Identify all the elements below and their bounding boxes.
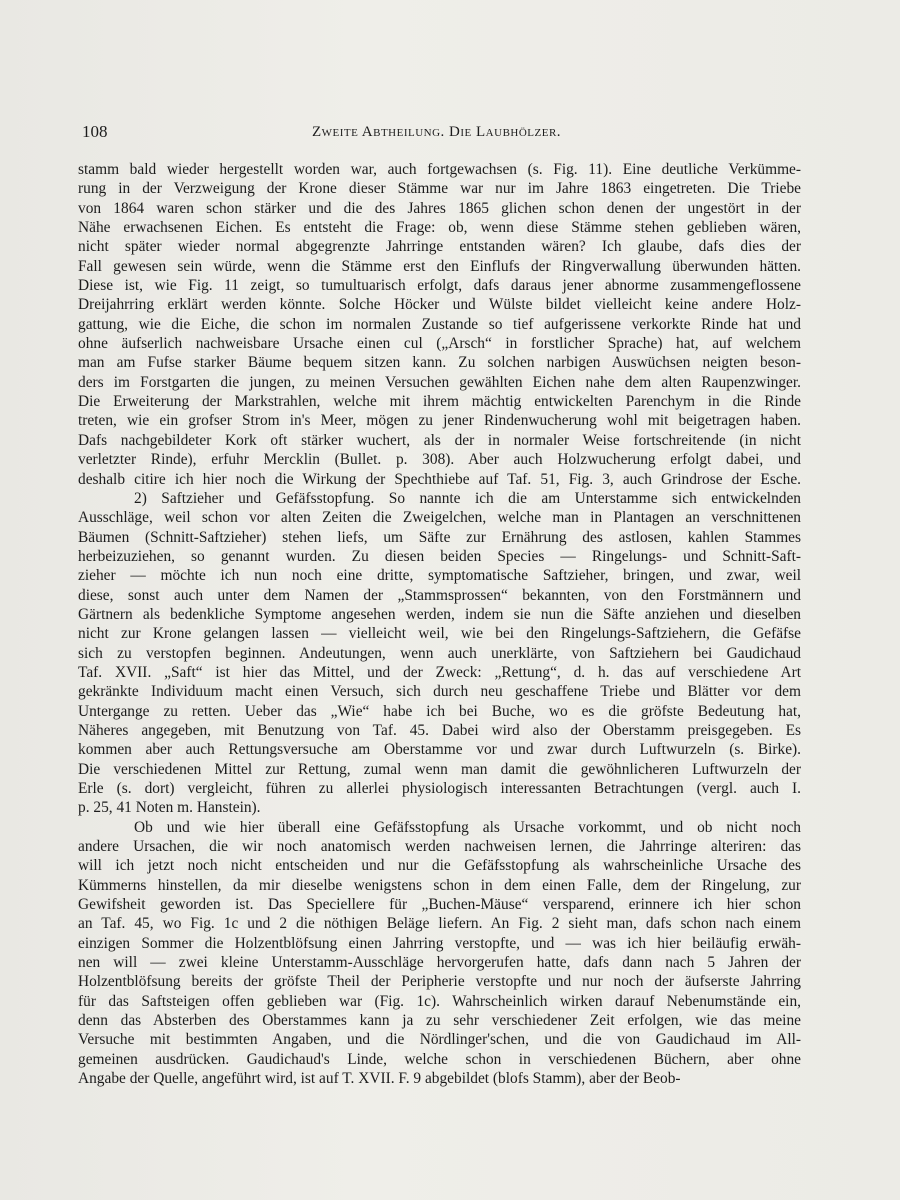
text-line: man am Fufse starker Bäume bequem sitzen kann. Zu solchen narbigen Auswüchsen neigten beson-: [78, 354, 801, 372]
text-line: gattung, wie die Eiche, die schon im normalen Zustande so tief aufgerissene verkorkte Rinde hat und: [78, 315, 801, 333]
text-line: gemeinen ausdrücken. Gaudichaud's Linde, welche schon in verschiedenen Büchern, aber ohne: [78, 1050, 801, 1068]
text-line: Kümmerns hinstellen, da mir dieselbe wenigstens schon in dem einen Falle, dem der Ringelung, zur: [78, 876, 801, 894]
body-text: [78, 160, 801, 1089]
text-line: treten, wie ein grofser Strom in's Meer, mögen zu jener Rindenwucherung wohl mit beigetragen haben.: [78, 412, 801, 430]
text-line: zieher — möchte ich nun noch eine dritte, symptomatische Saftzieher, bringen, und zwar, weil: [78, 567, 801, 585]
text-line: Holzentblöfsung bereits der gröfste Theil der Peripherie verstopfte und nur noch der äufserste Jahrring: [78, 973, 801, 991]
text-line: gekränkte Individuum macht einen Versuch, sich durch neu geschaffene Triebe und Blätter vor dem: [78, 683, 801, 701]
text-line: Bäumen (Schnitt-Saftzieher) stehen liefs, um Säfte zur Ernährung des astlosen, kahlen Stammes: [78, 528, 801, 546]
text-line: 2) Saftzieher und Gefäfsstopfung. So nannte ich die am Unterstamme sich entwickelnden: [134, 489, 801, 507]
text-line: denn das Absterben des Oberstammes kann ja zu sehr verschiedener Zeit erfolgen, wie das meine: [78, 1012, 801, 1030]
text-line: Dreijahrring erklärt werden könnte. Solche Höcker und Wülste bildet vielleicht keine andere Holz-: [78, 296, 801, 314]
text-line: Die Erweiterung der Markstrahlen, welche mit ihrem mächtig entwickelten Parenchym in die Rinde: [78, 393, 801, 411]
text-line: Die verschiedenen Mittel zur Rettung, zumal wenn man damit die gewöhnlicheren Luftwurzeln der: [78, 760, 801, 778]
text-line: Gärtnern als bedenkliche Symptome angesehen werden, indem sie nun die Säfte anziehen und dieselben: [78, 605, 801, 623]
text-line: will ich jetzt noch nicht entscheiden und nur die Gefäfsstopfung als wahrscheinliche Ursache des: [78, 857, 801, 875]
text-line: stamm bald wieder hergestellt worden war, auch fortgewachsen (s. Fig. 11). Eine deutliche Verkümme-: [78, 161, 801, 178]
text-line: sich zu verstopfen beginnen. Andeutungen, wenn auch unerklärte, von Saftziehern bei Gaudichaud: [78, 644, 801, 662]
text-line: einzigen Sommer die Holzentblöfsung einen Jahrring verstopfte, und — was ich hier beiläufig erwäh-: [78, 934, 801, 952]
running-head: Zweite Abtheilung. Die Laubhölzer.: [312, 124, 562, 140]
text-line: kommen aber auch Rettungsversuche am Oberstamme vor und zwar durch Luftwurzeln (s. Birke).: [78, 741, 801, 759]
text-line: Ob und wie hier überall eine Gefäfsstopfung als Ursache vorkommt, und ob nicht noch: [134, 818, 801, 836]
text-line: p. 25, 41 Noten m. Hanstein).: [78, 799, 261, 817]
text-line: für das Saftsteigen offen geblieben war (Fig. 1c). Wahrscheinlich wirken darauf Nebenumstände ein,: [78, 992, 801, 1010]
text-line: verletzter Rinde), erfuhr Mercklin (Bullet. p. 308). Aber auch Holzwucherung erfolgt dabei, und: [78, 451, 801, 469]
text-line: Dafs nachgebildeter Kork oft stärker wuchert, als der in normaler Weise fortschreitende (in nicht: [78, 431, 801, 449]
text-line: diese, sonst auch unter dem Namen der „Stammsprossen“ bekannten, von den Forstmännern und: [78, 586, 801, 604]
text-line: nen will — zwei kleine Unterstamm-Ausschläge hervorgerufen hatte, dafs dann nach 5 Jahren der: [78, 954, 801, 972]
text-line: andere Ursachen, die wir noch anatomisch werden nachweisen lernen, die Jahrringe alteriren: das: [78, 838, 801, 856]
text-line: Taf. XVII. „Saft“ ist hier das Mittel, und der Zweck: „Rettung“, d. h. das auf verschiedene Art: [78, 663, 801, 681]
text-line: ders im Forstgarten die jungen, zu meinen Versuchen gewählten Eichen nahe dem alten Raupenzwinger.: [78, 373, 801, 391]
text-line: Fall gewesen sein würde, wenn die Stämme erst den Einflufs der Ringverwallung überwunden hätten.: [78, 257, 801, 275]
text-line: Erle (s. dort) vergleicht, führen zu allerlei physiologisch interessanten Betrachtungen (vergl. auch I.: [78, 780, 801, 797]
text-line: Versuche mit bestimmten Angaben, und die Nördlinger'schen, und die von Gaudichaud im All-: [78, 1031, 801, 1049]
text-line: Ausschläge, weil schon vor alten Zeiten die Zweigelchen, welche man in Plantagen an verschnittenen: [78, 509, 801, 527]
text-line: Untergange zu retten. Ueber das „Wie“ habe ich bei Buche, wo es die gröfste Bedeutung hat,: [78, 702, 801, 720]
text-line: ohne äufserlich nachweisbare Ursache einen cul („Arsch“ in forstlicher Sprache) hat, auf welchem: [78, 335, 801, 353]
text-line: nicht zur Krone gelangen lassen — vielleicht weil, wie bei den Ringelungs-Saftziehern, die Gefäfse: [78, 625, 801, 643]
text-line: herbeizuziehen, so genannt wurden. Zu diesen beiden Species — Ringelungs- und Schnitt-Saft-: [78, 547, 801, 565]
page-number: 108: [82, 122, 108, 141]
text-line: deshalb citire ich hier noch die Wirkung der Spechthiebe auf Taf. 51, Fig. 3, auch Grindrose der Esche.: [78, 470, 801, 488]
text-line: an Taf. 45, wo Fig. 1c und 2 die nöthigen Beläge liefern. An Fig. 2 sieht man, dafs schon nach einem: [78, 915, 801, 933]
text-line: rung in der Verzweigung der Krone dieser Stämme war nur im Jahre 1863 eingetreten. Die Triebe: [78, 180, 801, 198]
text-line: von 1864 waren schon stärker und die des Jahres 1865 glichen schon denen der ungestört in der: [78, 199, 801, 217]
text-line: Diese ist, wie Fig. 11 zeigt, so tumultuarisch erfolgt, dafs daraus jener abnorme zusammengeflossene: [78, 277, 801, 295]
text-line: nicht später wieder normal abgegrenzte Jahrringe entstanden wären? Ich glaube, dafs dies der: [78, 238, 801, 256]
text-line: Näheres angegeben, mit Benutzung von Taf. 45. Dabei wird also der Oberstamm preisgegeben. Es: [78, 721, 801, 739]
page-header: [82, 122, 800, 146]
text-line: Gewifsheit geworden ist. Das Speciellere für „Buchen-Mäuse“ versparend, erinnere ich hier schon: [78, 896, 801, 914]
text-line: Angabe der Quelle, angeführt wird, ist auf T. XVII. F. 9 abgebildet (blofs Stamm), aber der Beob-: [78, 1070, 681, 1088]
text-line: Nähe erwachsenen Eichen. Es entsteht die Frage: ob, wenn diese Stämme stehen geblieben wären,: [78, 219, 801, 237]
